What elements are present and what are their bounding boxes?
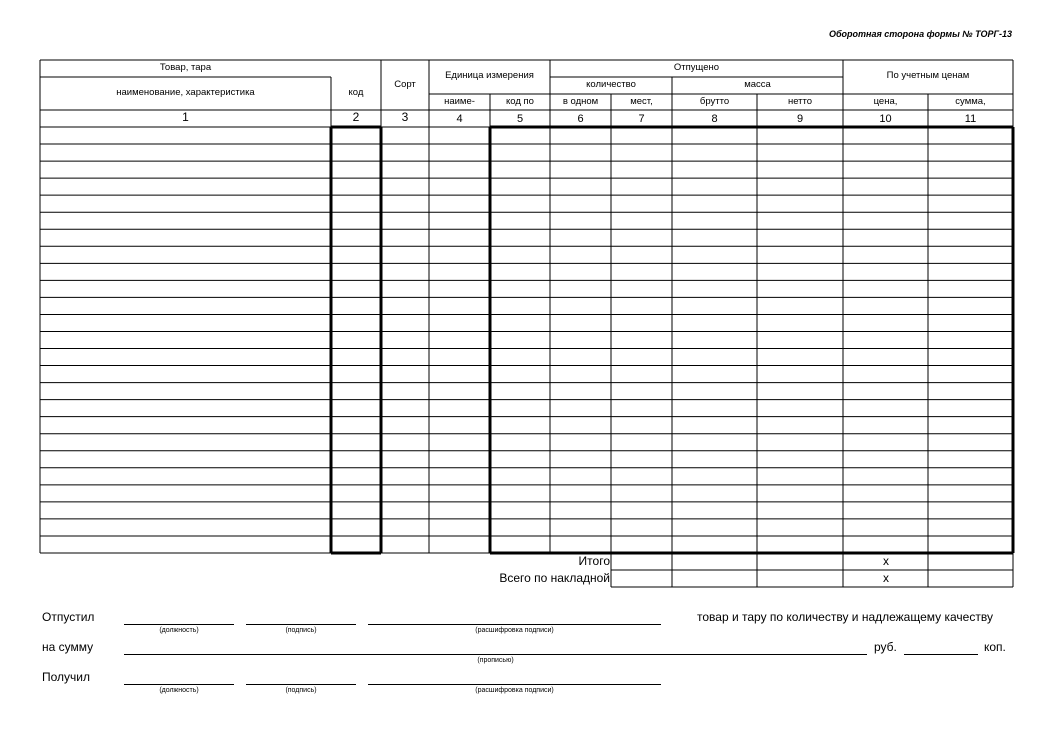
header-places: мест,	[630, 96, 653, 107]
header-unit-code: код по	[506, 96, 534, 107]
header-goods: Товар, тара	[159, 62, 212, 73]
header-released: Отпущено	[673, 62, 720, 73]
column-number: 4	[456, 113, 463, 125]
column-number: 9	[796, 113, 804, 125]
header-price: цена,	[873, 96, 898, 107]
sum-in-words-field[interactable]	[124, 654, 867, 655]
header-name: наименование, характеристика	[116, 87, 255, 98]
header-unit: Единица измерения	[445, 70, 534, 81]
column-number: 5	[516, 113, 524, 125]
caption-signature: (подпись)	[285, 627, 317, 634]
header-sum: сумма,	[955, 96, 986, 107]
vsego-price-x: х	[883, 571, 889, 585]
received-decode-field[interactable]	[368, 684, 661, 685]
released-by-label: Отпустил	[42, 610, 95, 624]
column-number: 8	[711, 113, 718, 125]
caption-decode: (расшифровка подписи)	[475, 627, 554, 634]
header-quantity: количество	[586, 79, 636, 90]
received-by-label: Получил	[42, 670, 90, 684]
released-suffix-text: товар и тару по количеству и надлежащему качеству	[697, 610, 993, 624]
rub-label: руб.	[874, 640, 897, 654]
total-itogo-label: Итого	[578, 554, 610, 568]
caption-position: (должность)	[159, 687, 199, 694]
header-mass: масса	[744, 79, 771, 90]
form-title: Оборотная сторона формы № ТОРГ-13	[828, 29, 1012, 39]
header-net: нетто	[787, 96, 813, 107]
caption-decode: (расшифровка подписи)	[475, 687, 554, 694]
caption-signature: (подпись)	[285, 687, 317, 694]
sum-label: на сумму	[42, 640, 94, 654]
caption-position: (должность)	[159, 627, 199, 634]
received-position-field[interactable]	[124, 684, 234, 685]
column-number: 6	[577, 113, 584, 125]
received-signature-field[interactable]	[246, 684, 356, 685]
column-number: 1	[182, 110, 189, 124]
column-number: 7	[638, 113, 645, 125]
header-by-prices: По учетным ценам	[886, 70, 970, 81]
header-unit-name: наиме-	[444, 96, 475, 107]
released-position-field[interactable]	[124, 624, 234, 625]
header-code: код	[348, 87, 364, 98]
kop-field[interactable]	[904, 654, 978, 655]
released-signature-field[interactable]	[246, 624, 356, 625]
released-decode-field[interactable]	[368, 624, 661, 625]
itogo-price-x: х	[883, 554, 889, 568]
total-vsego-label: Всего по накладной	[499, 571, 610, 585]
kop-label: коп.	[984, 640, 1006, 654]
column-number: 10	[879, 113, 892, 125]
header-grade: Сорт	[394, 79, 416, 90]
caption-in-words: (прописью)	[477, 657, 514, 664]
column-number: 2	[352, 110, 360, 124]
column-number: 11	[964, 113, 977, 125]
header-in-one: в одном	[562, 96, 599, 107]
column-number: 3	[401, 110, 409, 124]
header-gross: брутто	[699, 96, 730, 107]
